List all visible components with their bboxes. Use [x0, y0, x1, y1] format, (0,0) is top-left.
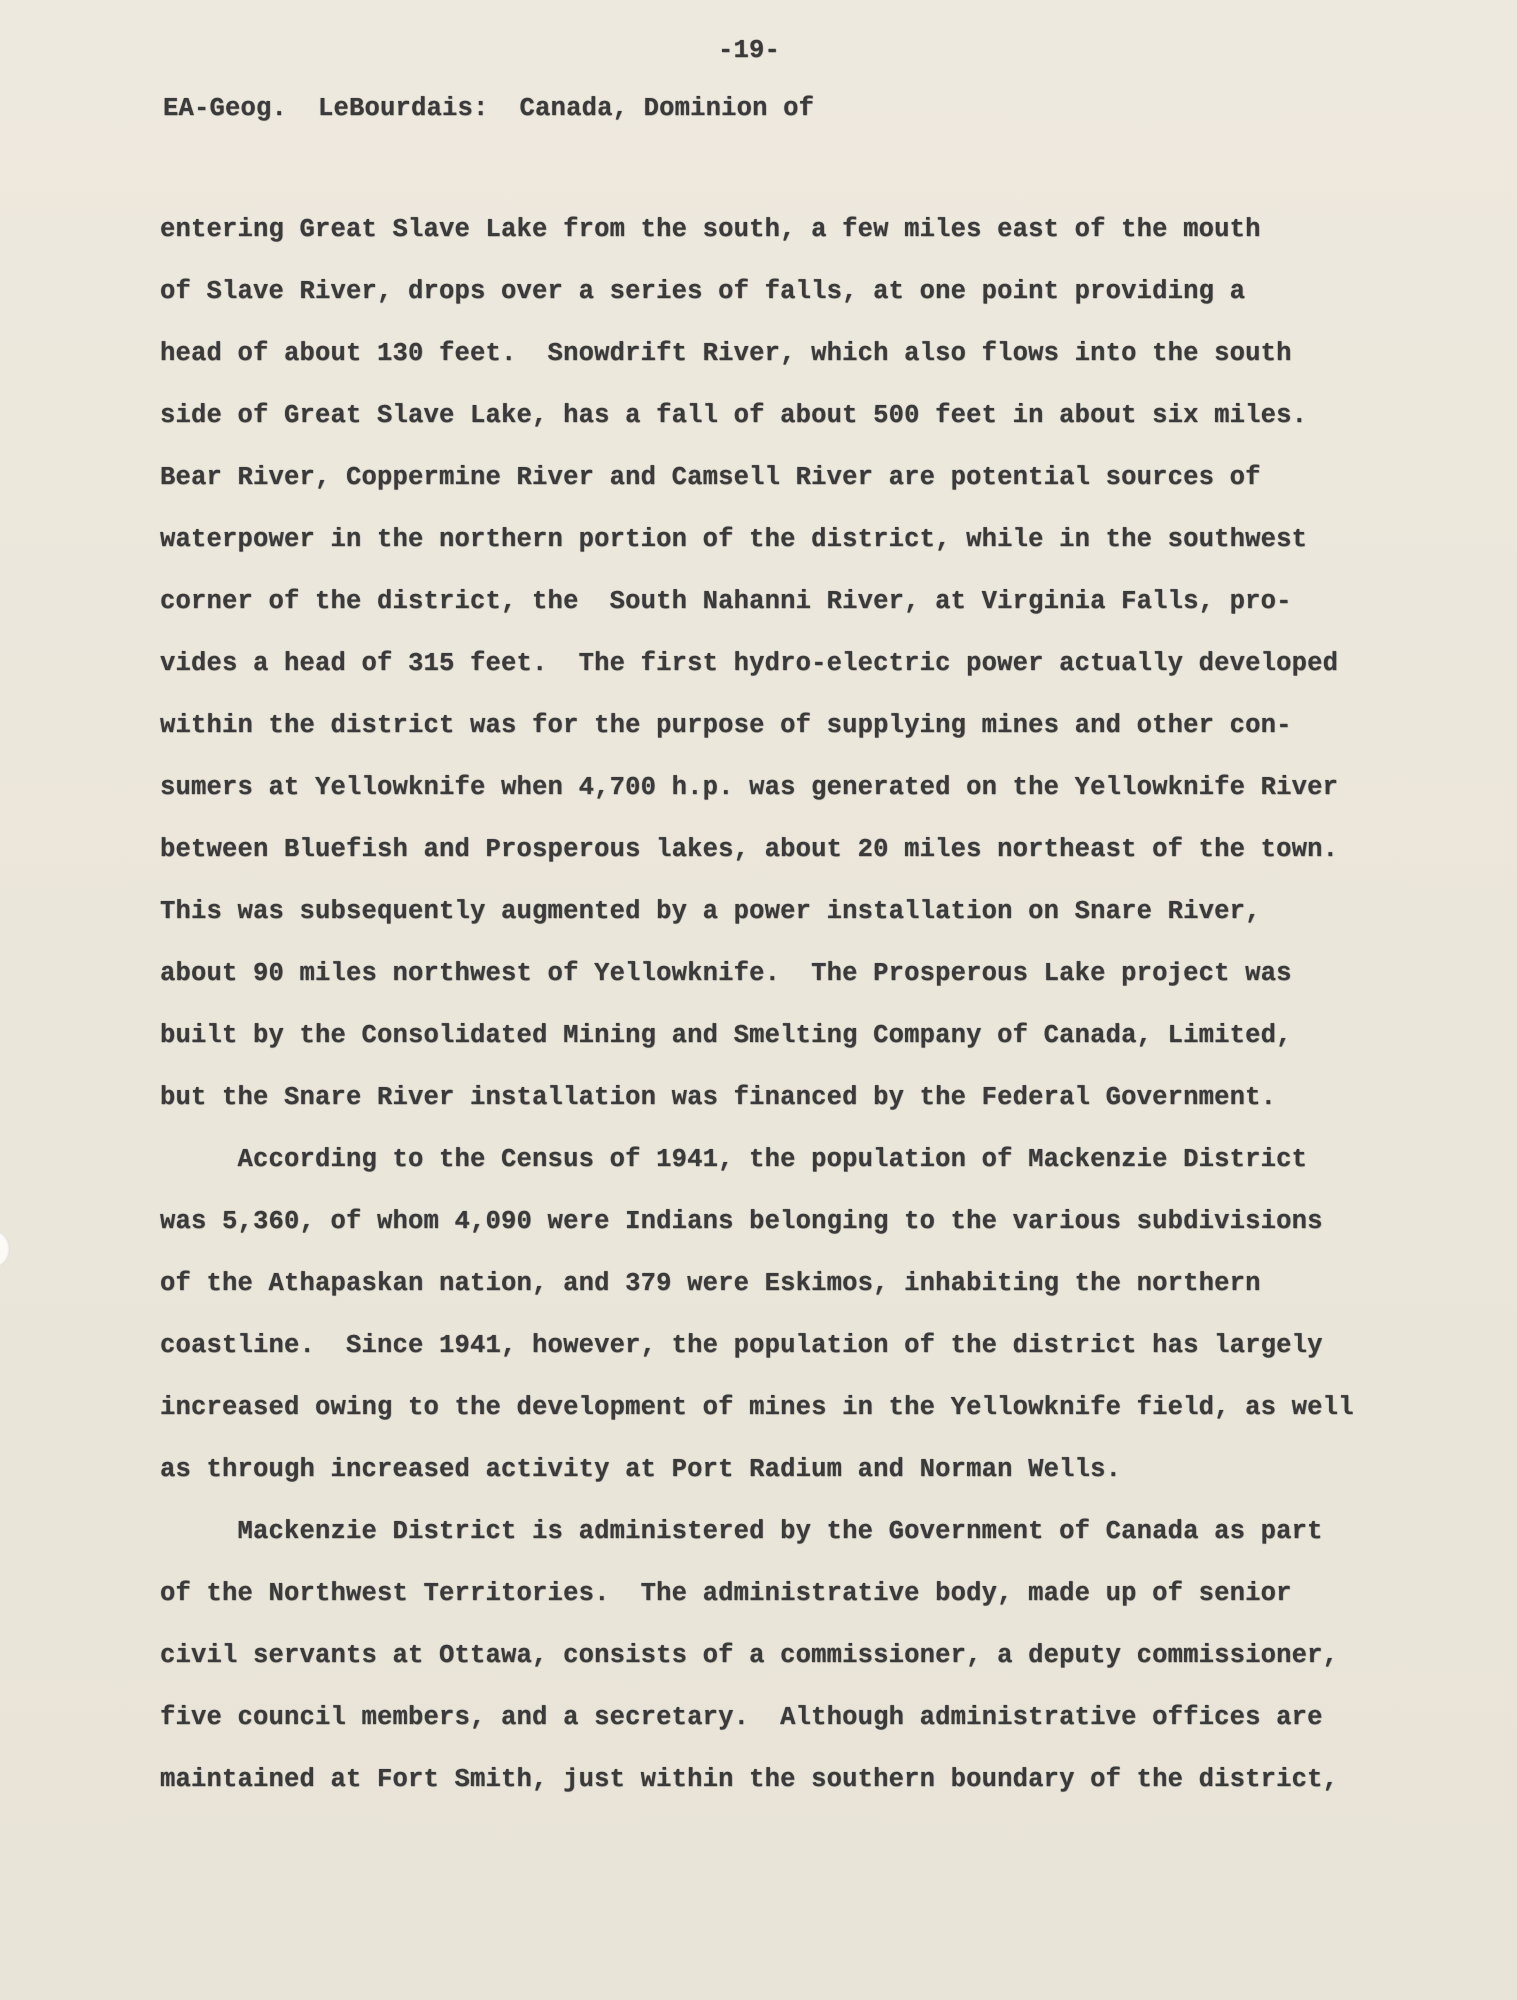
text-line: of the Northwest Territories. The administrative body, made up of senior: [160, 1579, 1292, 1608]
text-line: was 5,360, of whom 4,090 were Indians belonging to the various subdivisions: [160, 1207, 1323, 1236]
text-line: increased owing to the development of mines in the Yellowknife field, as well: [160, 1393, 1354, 1422]
text-line: within the district was for the purpose of supplying mines and other con-: [160, 711, 1292, 740]
text-line: between Bluefish and Prosperous lakes, about 20 miles northeast of the town.: [160, 835, 1339, 864]
text-line: about 90 miles northwest of Yellowknife. The Prosperous Lake project was: [160, 959, 1292, 988]
document-header: EA-Geog. LeBourdais: Canada, Dominion of: [163, 94, 815, 123]
text-line: waterpower in the northern portion of the district, while in the southwest: [160, 525, 1308, 554]
text-line: corner of the district, the South Nahanni River, at Virginia Falls, pro-: [160, 587, 1292, 616]
text-line: of Slave River, drops over a series of falls, at one point providing a: [160, 277, 1246, 306]
text-line: Bear River, Coppermine River and Camsell River are potential sources of: [160, 463, 1261, 492]
punch-hole: [0, 1230, 10, 1268]
text-line: side of Great Slave Lake, has a fall of about 500 feet in about six miles.: [160, 401, 1308, 430]
text-line: According to the Census of 1941, the population of Mackenzie District: [160, 1145, 1308, 1174]
text-line: sumers at Yellowknife when 4,700 h.p. was generated on the Yellowknife River: [160, 773, 1339, 802]
text-line: but the Snare River installation was financed by the Federal Government.: [160, 1083, 1277, 1112]
text-line: maintained at Fort Smith, just within the southern boundary of the district,: [160, 1765, 1339, 1794]
text-line: five council members, and a secretary. Although administrative offices are: [160, 1703, 1323, 1732]
text-line: civil servants at Ottawa, consists of a commissioner, a deputy commissioner,: [160, 1641, 1339, 1670]
text-line: vides a head of 315 feet. The first hydro-electric power actually developed: [160, 649, 1339, 678]
text-line: This was subsequently augmented by a power installation on Snare River,: [160, 897, 1261, 926]
text-line: of the Athapaskan nation, and 379 were Eskimos, inhabiting the northern: [160, 1269, 1261, 1298]
text-line: coastline. Since 1941, however, the population of the district has largely: [160, 1331, 1323, 1360]
text-line: entering Great Slave Lake from the south, a few miles east of the mouth: [160, 215, 1261, 244]
text-line: Mackenzie District is administered by the Government of Canada as part: [160, 1517, 1323, 1546]
text-line: as through increased activity at Port Radium and Norman Wells.: [160, 1455, 1122, 1484]
text-line: head of about 130 feet. Snowdrift River, which also flows into the south: [160, 339, 1292, 368]
text-line: built by the Consolidated Mining and Smelting Company of Canada, Limited,: [160, 1021, 1292, 1050]
page-number: -19-: [718, 36, 781, 65]
